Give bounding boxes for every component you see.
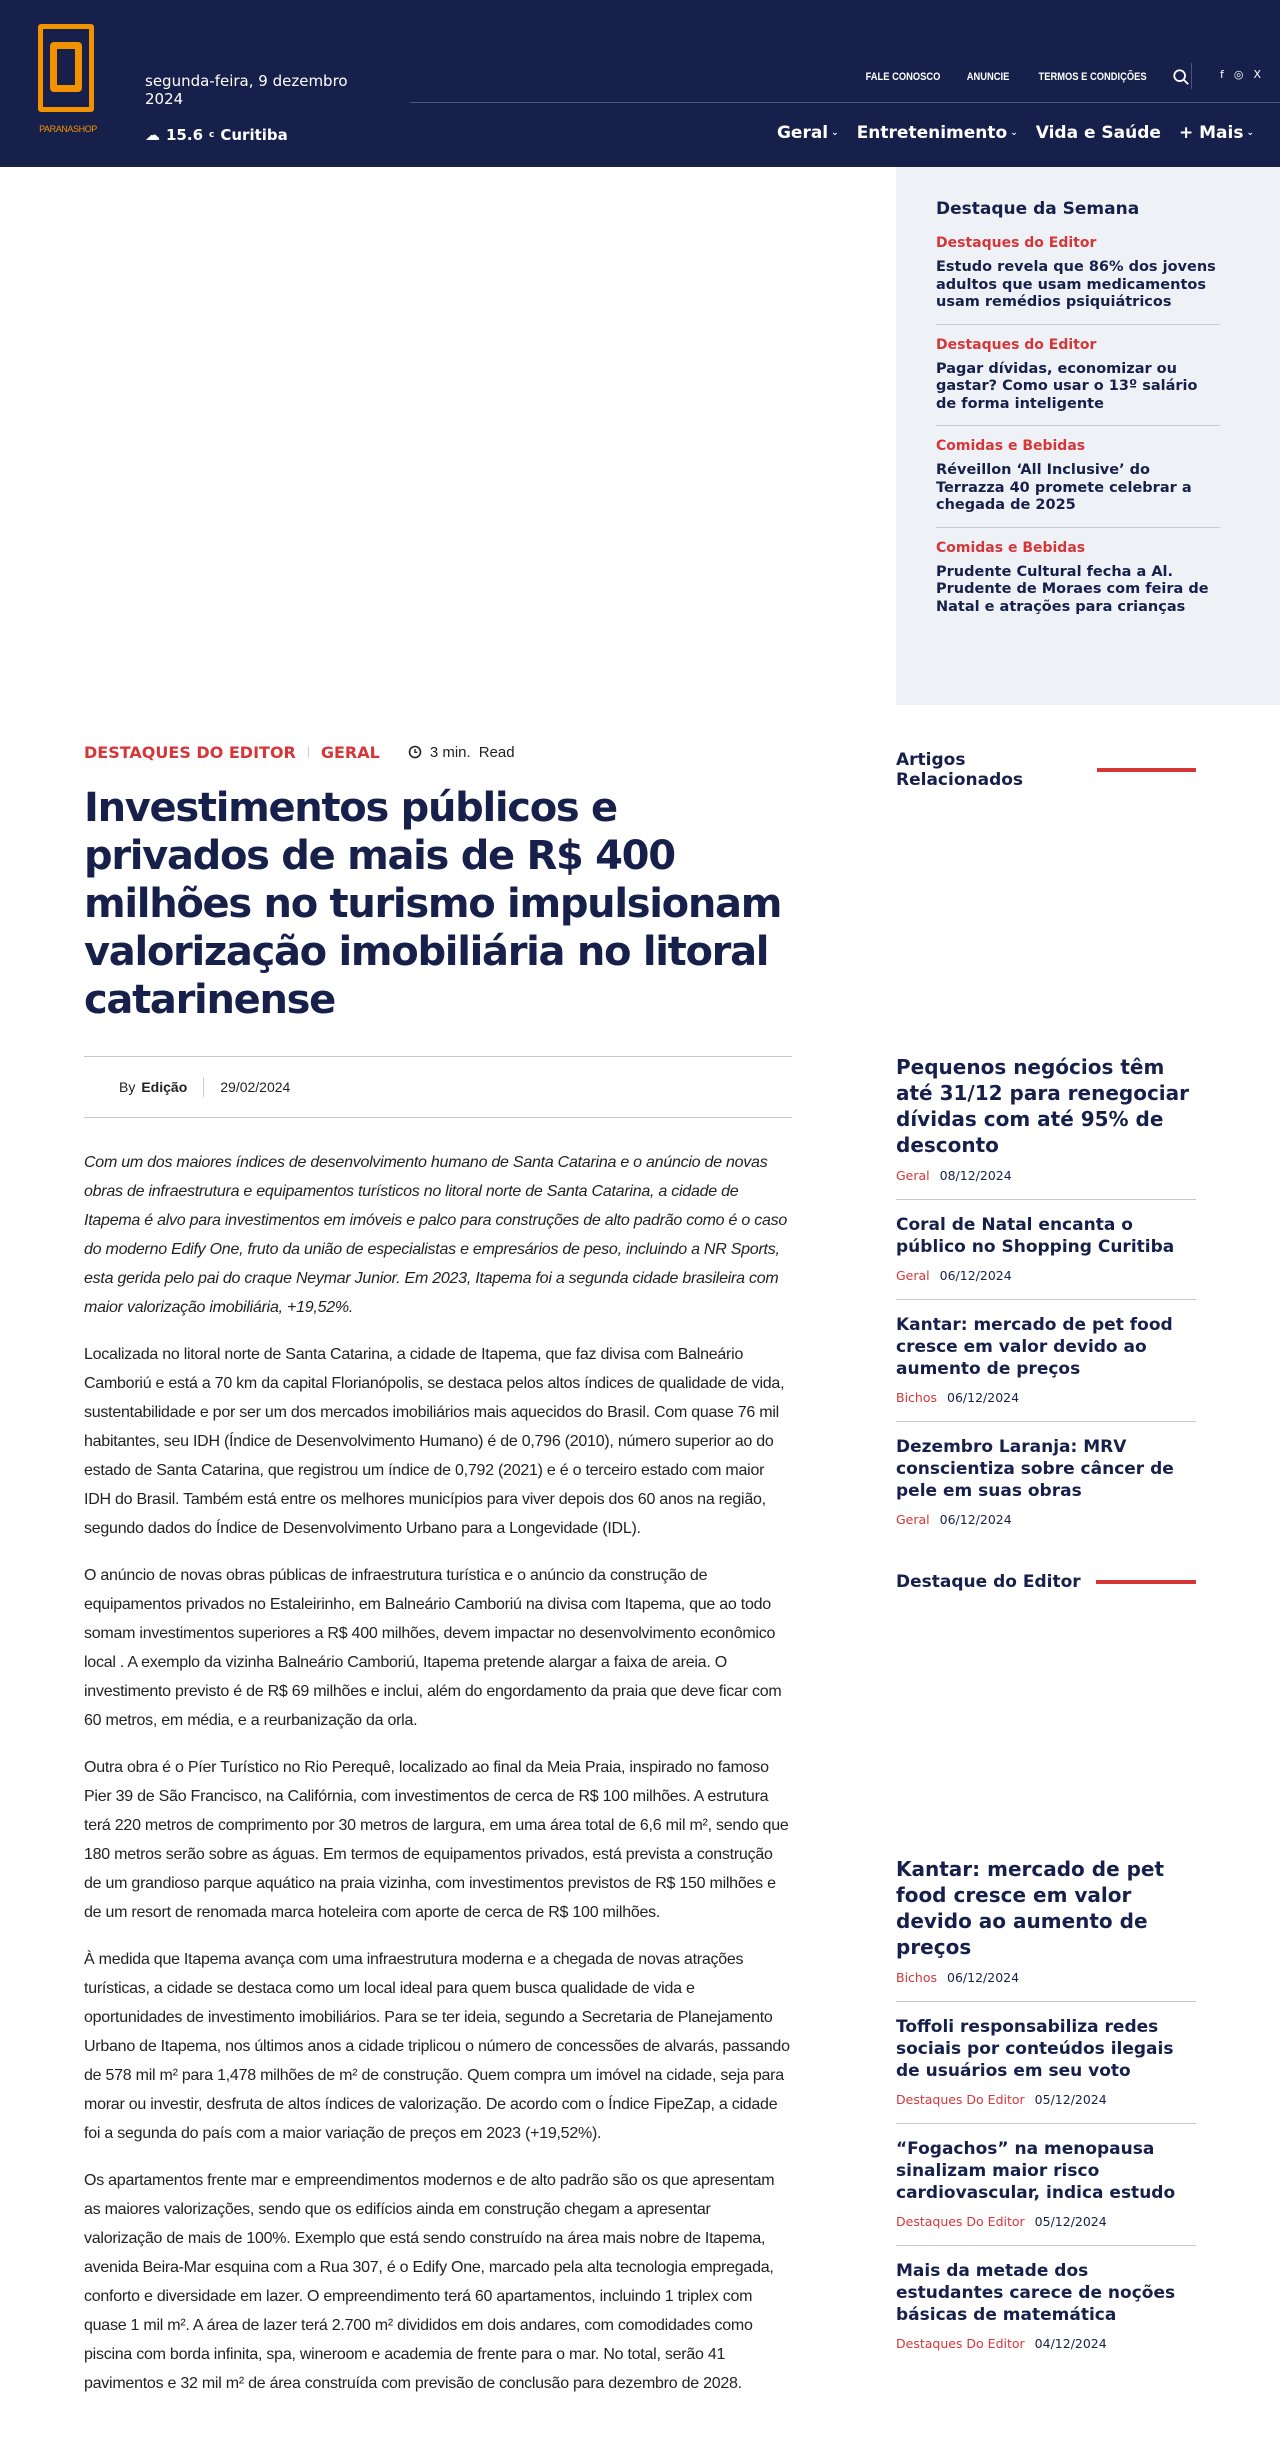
item-title[interactable]: Dezembro Laranja: MRV conscientiza sobre câncer de pele em suas obras <box>896 1437 1174 1501</box>
week-item[interactable] <box>936 337 1220 427</box>
weather-temp: 15.6 <box>166 126 204 144</box>
facebook-icon[interactable]: f <box>1220 68 1224 81</box>
related-item[interactable] <box>896 1040 1196 1200</box>
site-header <box>0 0 1280 167</box>
divider <box>1191 63 1192 89</box>
section-title: Artigos Relacionados <box>896 750 1024 790</box>
related-item[interactable] <box>896 1300 1196 1422</box>
nav-mais[interactable]: + Mais ⌄ <box>1178 123 1254 143</box>
item-category[interactable]: Comidas e Bebidas <box>936 438 1086 454</box>
nav-entretenimento[interactable]: Entretenimento ⌄ <box>856 123 1018 143</box>
week-item[interactable] <box>936 235 1220 325</box>
item-date: 08/12/2024 <box>939 1168 1012 1183</box>
item-title[interactable]: Pagar dívidas, economizar ou gastar? Como usar o 13º salário de forma inteligente <box>936 360 1198 412</box>
category-destaques[interactable]: DESTAQUES DO EDITOR <box>84 742 296 762</box>
link-fale-conosco[interactable]: FALE CONOSCO <box>865 71 941 83</box>
item-title[interactable]: Kantar: mercado de pet food cresce em valor devido ao aumento de preços <box>896 1315 1173 1379</box>
clock-icon <box>408 745 422 759</box>
item-date: 05/12/2024 <box>1034 2214 1107 2229</box>
accent-bar <box>1096 1580 1196 1584</box>
article-paragraph: Os apartamentos frente mar e empreendimentos modernos e de alto padrão são os que apresentam as maiores valorizações, sendo que os edifícios ainda em construção chegam a apresentar valorização de mais de 100%. Exemplo que está sendo construído na área mais nobre de Itapema, avenida Beira-Mar esquina com a Rua 307, é o Edify One, marcado pela alta tecnologia empregada, conforto e diversidade em lazer. O empreendimento terá 60 apartamentos, incluindo 1 triplex com quase 1 mil m². A área de lazer terá 2.700 m² divididos em dois andares, com comodidades como piscina com borda infinita, spa, wineroom e academia de frente para o mar. No total, serão 41 pavimentos e 32 mil m² de área construída com previsão de conclusão para dezembro de 2028. <box>84 2172 775 2392</box>
section-header <box>896 750 1196 790</box>
logo-text: PARANASHOP <box>39 124 97 134</box>
week-title: Destaque da Semana <box>936 199 1140 219</box>
section-title: Destaque do Editor <box>896 1572 1081 1592</box>
item-title[interactable]: Toffoli responsabiliza redes sociais por conteúdos ilegais de usuários em seu voto <box>896 2017 1174 2081</box>
item-title[interactable]: “Fogachos” na menopausa sinalizam maior risco cardiovascular, indica estudo <box>896 2139 1176 2203</box>
byline <box>84 1056 792 1118</box>
top-links <box>859 68 1190 86</box>
article-body <box>84 1148 792 2398</box>
article-paragraph: O anúncio de novas obras públicas de infraestrutura turística e o anúncio da construção de equipamentos privados no Estaleirinho, em Balneário Camboriú na divisa com Itapema, que ao todo somam investimentos superiores a R$ 400 milhões, devem impactar no desenvolvimento econômico local . A exemplo da vizinha Balneário Camboriú, Itapema pretende alargar a faixa de areia. O investimento previsto é de R$ 69 milhões e inclui, além do engordamento da praia que deve ficar com 60 metros, em média, e a reurbanização da orla. <box>84 1567 782 1729</box>
site-logo[interactable] <box>36 24 98 134</box>
item-title[interactable]: Coral de Natal encanta o público no Shopping Curitiba <box>896 1215 1175 1257</box>
instagram-icon[interactable]: ◎ <box>1233 68 1244 81</box>
read-time: 3 min. Read <box>408 744 515 761</box>
item-category[interactable]: Bichos <box>896 1390 938 1405</box>
main-nav <box>777 123 1254 143</box>
article <box>84 740 792 2416</box>
editor-item[interactable] <box>896 2124 1196 2246</box>
header-divider <box>410 102 1280 103</box>
social-links <box>1220 68 1261 81</box>
nav-geral[interactable]: Geral ⌄ <box>776 123 839 143</box>
category-geral[interactable]: GERAL <box>320 742 380 762</box>
editor-item[interactable] <box>896 1842 1196 2002</box>
item-date: 06/12/2024 <box>939 1512 1012 1527</box>
current-date: segunda-feira, 9 dezembro 2024 <box>145 72 348 108</box>
item-title[interactable]: Prudente Cultural fecha a Al. Prudente de Moraes com feira de Natal e atrações para crianças <box>936 563 1209 615</box>
article-title: Investimentos públicos e privados de mais de R$ 400 milhões no turismo impulsionam valorização imobiliária no litoral catarinense <box>84 785 782 1023</box>
chevron-down-icon: ⌄ <box>1010 128 1018 138</box>
item-title[interactable]: Réveillon ‘All Inclusive’ do Terrazza 40 promete celebrar a chegada de 2025 <box>936 462 1192 513</box>
weather-widget <box>145 126 288 144</box>
week-item[interactable] <box>936 438 1220 528</box>
chevron-down-icon: ⌄ <box>1246 128 1254 138</box>
item-date: 06/12/2024 <box>947 1390 1020 1405</box>
accent-bar <box>1097 768 1196 772</box>
item-title[interactable]: Kantar: mercado de pet food cresce em valor devido ao aumento de preços <box>896 1857 1165 1959</box>
item-category[interactable]: Destaques do Editor <box>936 336 1097 353</box>
item-title[interactable]: Estudo revela que 86% dos jovens adultos que usam medicamentos usam remédios psiquiátricos <box>936 259 1216 310</box>
editor-highlights <box>896 1572 1196 2367</box>
article-paragraph: Localizada no litoral norte de Santa Catarina, a cidade de Itapema, que faz divisa com Balneário Camboriú e está a 70 km da capital Florianópolis, se destaca pelos altos índices de qualidade de vida, sustentabilidade e por ser um dos mercados imobiliários mais aquecidos do Brasil. Com quase 76 mil habitantes, seu IDH (Índice de Desenvolvimento Humano) é de 0,796 (2010), número superior ao do estado de Santa Catarina, que registrou um índice de 0,792 (2021) e é o terceiro estado com maior IDH do Brasil. Também está entre os melhores municípios para viver depois dos 60 anos na região, segundo dados do Índice de Desenvolvimento Urbano para a Longevidade (IDL). <box>84 1346 785 1537</box>
weather-unit: c <box>209 130 215 140</box>
item-date: 06/12/2024 <box>939 1268 1012 1283</box>
image-placeholder <box>896 1592 1196 1842</box>
related-item[interactable] <box>896 1422 1196 1543</box>
divider <box>203 1077 204 1097</box>
related-articles <box>896 750 1196 1543</box>
image-placeholder <box>896 790 1196 1040</box>
article-paragraph: À medida que Itapema avança com uma infraestrutura moderna e a chegada de novas atrações turísticas, a cidade se destaca como um local ideal para quem busca qualidade de vida e oportunidades de investimento imobiliários. Para se ter ideia, segundo a Secretaria de Planejamento Urbano de Itapema, nos últimos anos a cidade triplicou o número de concessões de alvarás, passando de 578 mil m² para 1,478 milhões de m² de construção. Quem compra um imóvel na cidade, seja para morar ou investir, desfruta de altos índices de valorização. De acordo com o Índice FipeZap, a cidade foi a segunda do país com a maior variação de preços em 2023 (+19,52%). <box>84 1951 790 2142</box>
article-paragraph: Outra obra é o Píer Turístico no Rio Perequê, localizado ao final da Meia Praia, inspirado no famoso Pier 39 de São Francisco, na Califórnia, com investimentos de cerca de R$ 100 milhões. A estrutura terá 220 metros de comprimento por 30 metros de largura, em uma área total de 6,6 mil m², sendo que 180 metros serão sobre as águas. Em termos de equipamentos privados, está prevista a construção de um grandioso parque aquático na praia vizinha, com investimentos previstos de R$ 150 milhões e de um resort de renomada marca hoteleira com aporte de cerca de R$ 100 milhões. <box>84 1759 789 1921</box>
item-date: 05/12/2024 <box>1034 2092 1107 2107</box>
editor-item[interactable] <box>896 2002 1196 2124</box>
item-category[interactable]: Geral <box>896 1268 930 1283</box>
item-category[interactable]: Geral <box>896 1512 930 1527</box>
item-category[interactable]: Destaques Do Editor <box>896 2336 1025 2351</box>
item-category[interactable]: Bichos <box>896 1970 938 1985</box>
nav-vida-saude[interactable]: Vida e Saúde <box>1035 123 1161 143</box>
item-title[interactable]: Mais da metade dos estudantes carece de noções básicas de matemática <box>896 2261 1176 2325</box>
week-highlights <box>896 167 1280 705</box>
link-anuncie[interactable]: ANUNCIE <box>966 71 1010 83</box>
section-header <box>896 1572 1196 1592</box>
item-category[interactable]: Comidas e Bebidas <box>936 539 1086 556</box>
link-termos[interactable]: TERMOS E CONDIÇÕES <box>1038 71 1147 83</box>
item-category[interactable]: Destaques do Editor <box>936 235 1097 251</box>
cloud-icon: ☁ <box>145 126 160 144</box>
article-lead: Com um dos maiores índices de desenvolvimento humano de Santa Catarina e o anúncio de novas obras de infraestrutura e equipamentos turísticos no litoral norte de Santa Catarina, a cidade de Itapema é alvo para investimentos em imóveis e palco para construções de alto padrão como é o caso do moderno Edify One, fruto da união de especialistas e empresários de peso, incluindo a NR Sports, esta gerida pelo pai do craque Neymar Junior. Em 2023, Itapema foi a segunda cidade brasileira com maior valorização imobiliária, +19,52%. <box>84 1154 788 1316</box>
item-category[interactable]: Destaques Do Editor <box>896 2092 1025 2107</box>
week-item[interactable] <box>936 540 1220 629</box>
logo-a-glyph <box>50 42 82 92</box>
item-title[interactable]: Pequenos negócios têm até 31/12 para renegociar dívidas com até 95% de desconto <box>896 1055 1190 1157</box>
item-category[interactable]: Destaques Do Editor <box>896 2214 1025 2229</box>
item-date: 06/12/2024 <box>947 1970 1020 1985</box>
article-meta <box>84 740 792 764</box>
by-label: By <box>119 1079 136 1095</box>
item-category[interactable]: Geral <box>896 1168 930 1183</box>
publish-date: 29/02/2024 <box>220 1079 291 1095</box>
weather-city: Curitiba <box>220 126 288 144</box>
editor-item[interactable] <box>896 2246 1196 2367</box>
item-date: 04/12/2024 <box>1034 2336 1107 2351</box>
author-link[interactable]: Edição <box>141 1079 188 1095</box>
divider <box>308 746 309 758</box>
x-twitter-icon[interactable]: X <box>1253 68 1262 81</box>
chevron-down-icon: ⌄ <box>831 128 839 138</box>
search-icon[interactable] <box>1172 68 1190 86</box>
related-item[interactable] <box>896 1200 1196 1300</box>
